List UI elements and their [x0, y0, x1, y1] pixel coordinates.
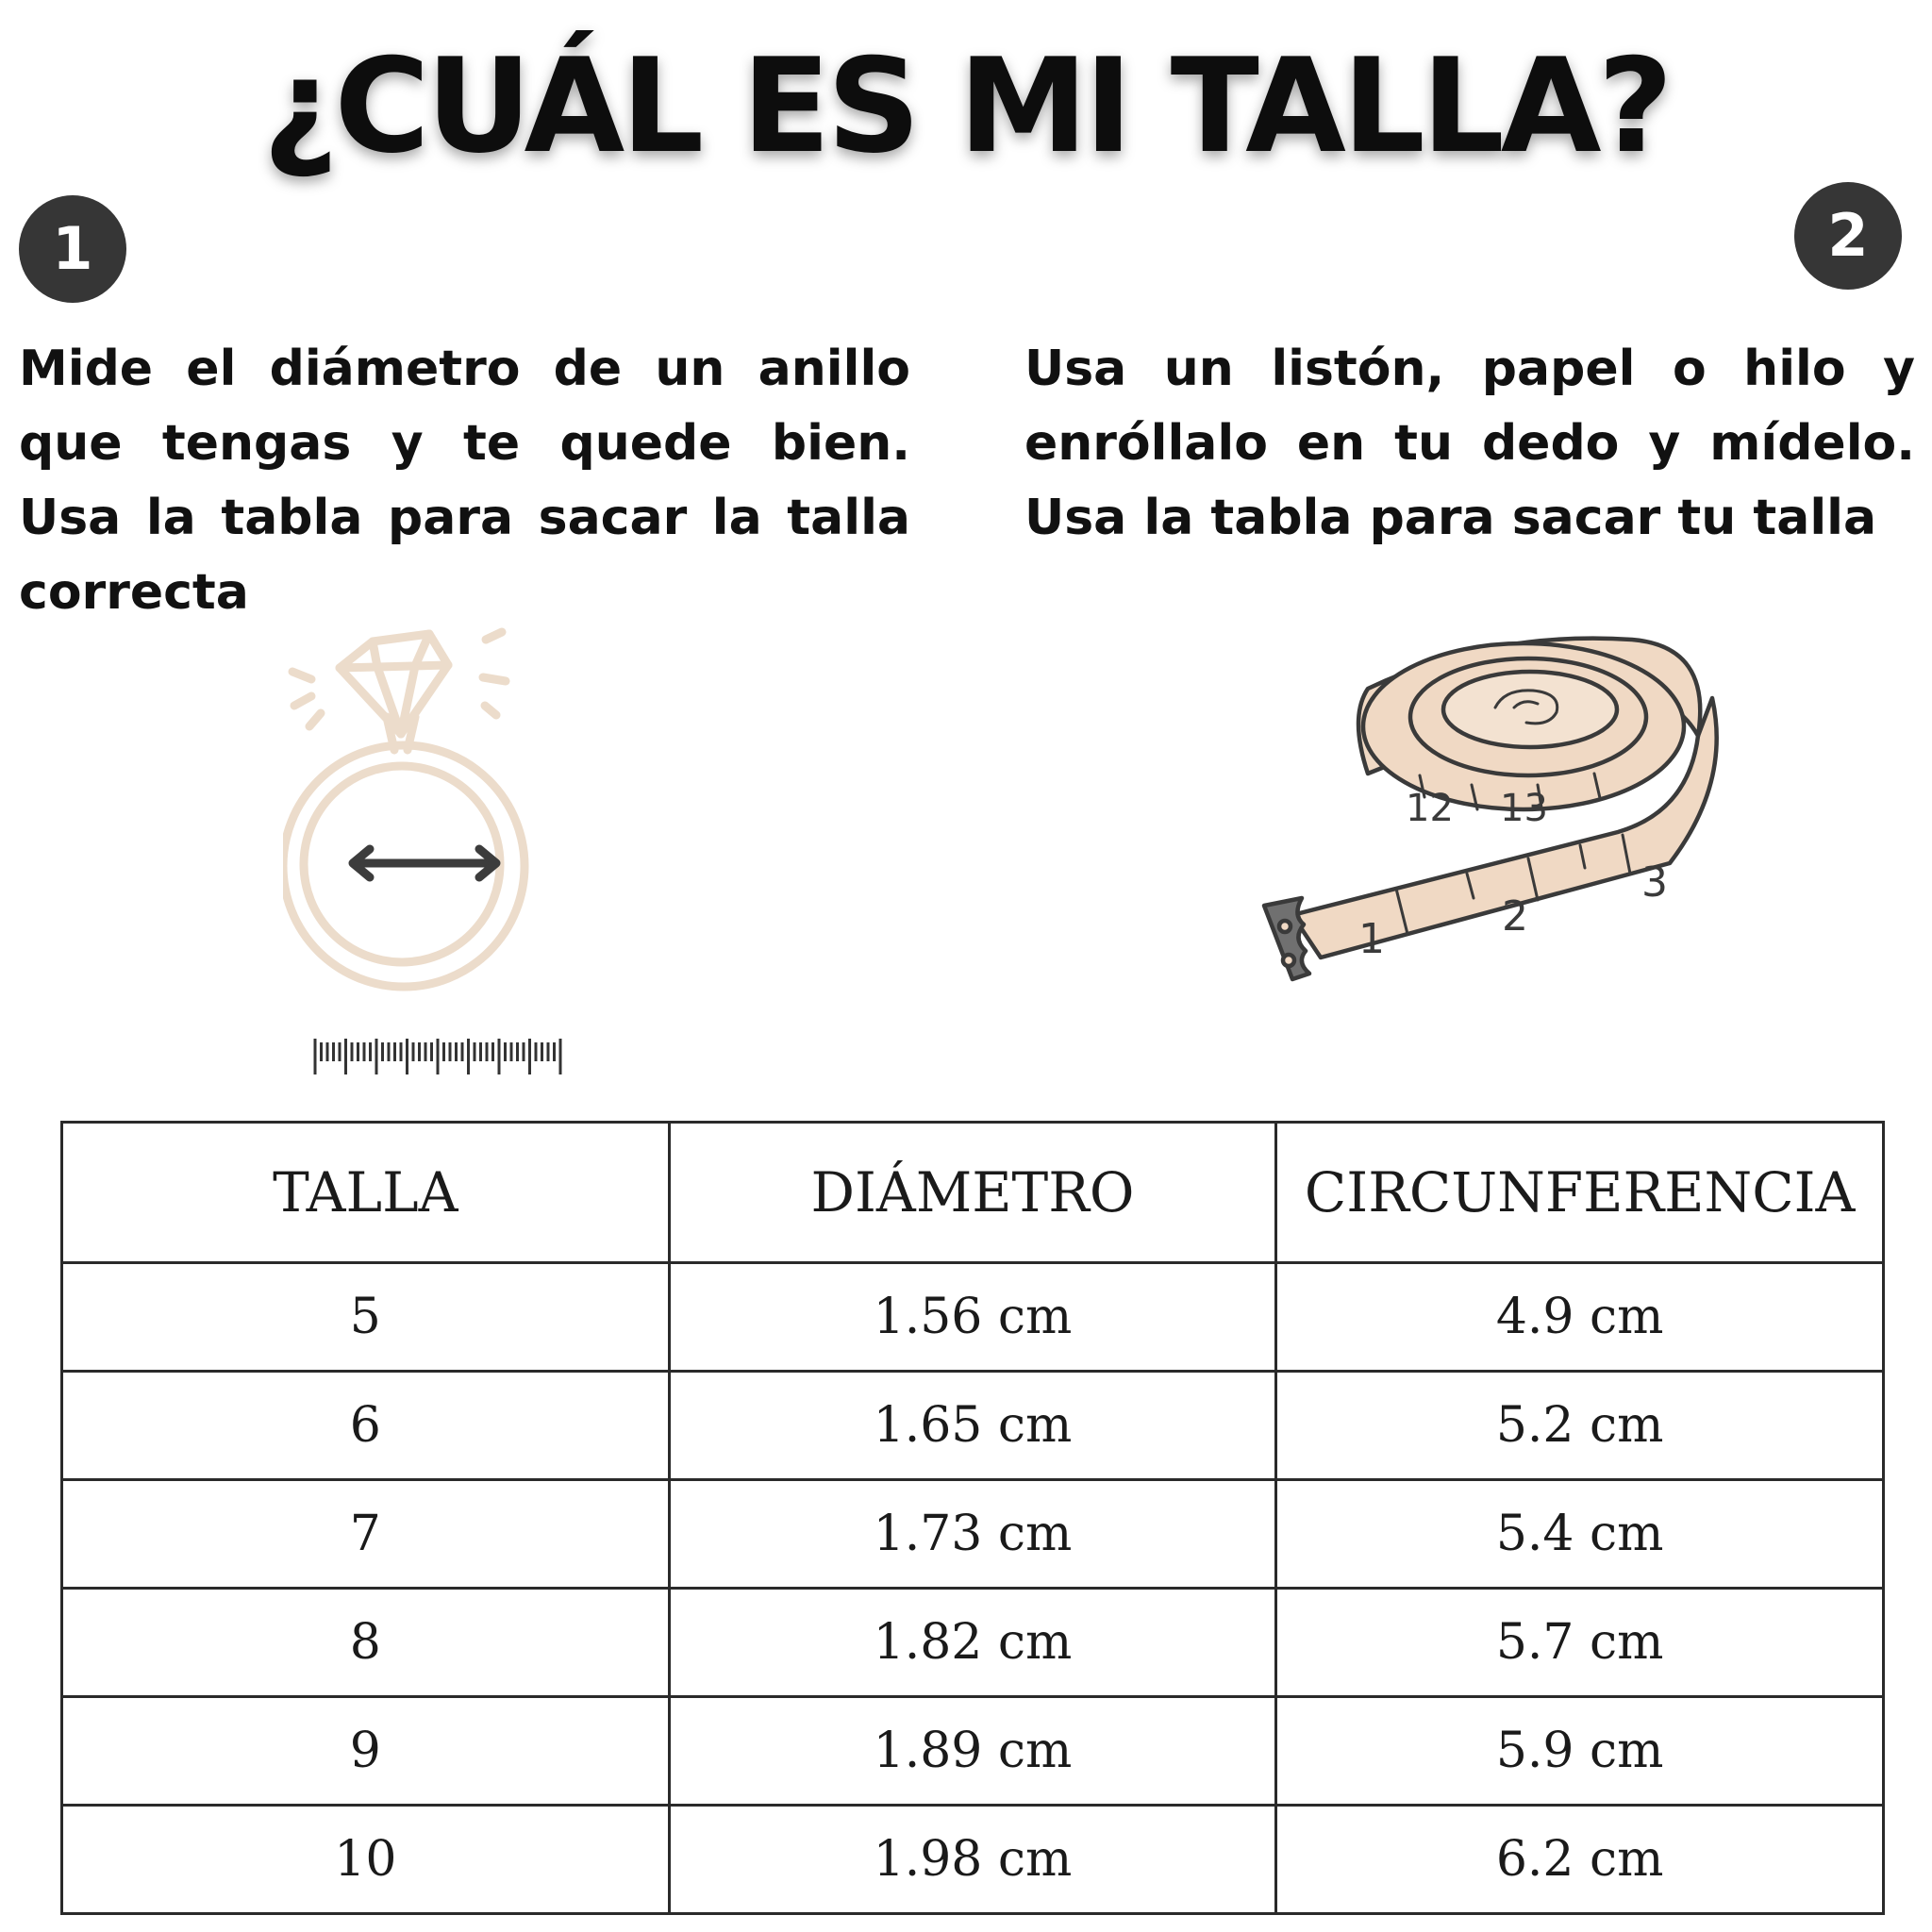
circumference-cell: 6.2 cm [1276, 1806, 1884, 1914]
table-header-row [62, 1123, 1884, 1263]
table-row [62, 1697, 1884, 1806]
diameter-cell: 1.82 cm [669, 1589, 1276, 1697]
ring-with-diameter-arrow-icon [283, 623, 585, 1000]
step-1-badge: 1 [19, 195, 126, 303]
size-cell: 6 [62, 1372, 670, 1480]
header-diametro: DIÁMETRO [669, 1123, 1276, 1263]
diameter-cell: 1.73 cm [669, 1480, 1276, 1589]
table-row [62, 1480, 1884, 1589]
size-cell: 8 [62, 1589, 670, 1697]
diameter-cell: 1.89 cm [669, 1697, 1276, 1806]
ring-size-table [60, 1121, 1885, 1915]
circumference-cell: 5.9 cm [1276, 1697, 1884, 1806]
measuring-tape-icon [1255, 623, 1764, 1019]
table-row [62, 1589, 1884, 1697]
step-1-instructions: Mide el diámetro de un anillo que tengas y te quede bien. Usa la tabla para sacar la talla correcta [19, 341, 910, 621]
size-cell: 5 [62, 1263, 670, 1372]
tape-label-13: 13 [1500, 787, 1548, 830]
table-row [62, 1263, 1884, 1372]
circumference-cell: 4.9 cm [1276, 1263, 1884, 1372]
size-cell: 10 [62, 1806, 670, 1914]
tape-label-3: 3 [1641, 858, 1668, 907]
circumference-cell: 5.2 cm [1276, 1372, 1884, 1480]
diameter-cell: 1.56 cm [669, 1263, 1276, 1372]
circumference-cell: 5.7 cm [1276, 1589, 1884, 1697]
step-2-badge: 2 [1794, 182, 1902, 290]
diameter-cell: 1.65 cm [669, 1372, 1276, 1480]
page-title: ¿CUÁL ES MI TALLA? [262, 30, 1670, 182]
step-2-instructions: Usa un listón, papel o hilo y enróllalo en tu dedo y mídelo. Usa la tabla para sacar tu talla [1024, 341, 1915, 546]
table-row [62, 1806, 1884, 1914]
header-talla: TALLA [62, 1123, 670, 1263]
table-row [62, 1372, 1884, 1480]
ruler-icon [311, 1033, 566, 1080]
tape-label-1: 1 [1358, 915, 1385, 963]
tape-label-2: 2 [1502, 892, 1528, 941]
header-circunferencia: CIRCUNFERENCIA [1276, 1123, 1884, 1263]
tape-label-12: 12 [1406, 787, 1454, 830]
circumference-cell: 5.4 cm [1276, 1480, 1884, 1589]
size-cell: 7 [62, 1480, 670, 1589]
size-cell: 9 [62, 1697, 670, 1806]
diameter-cell: 1.98 cm [669, 1806, 1276, 1914]
